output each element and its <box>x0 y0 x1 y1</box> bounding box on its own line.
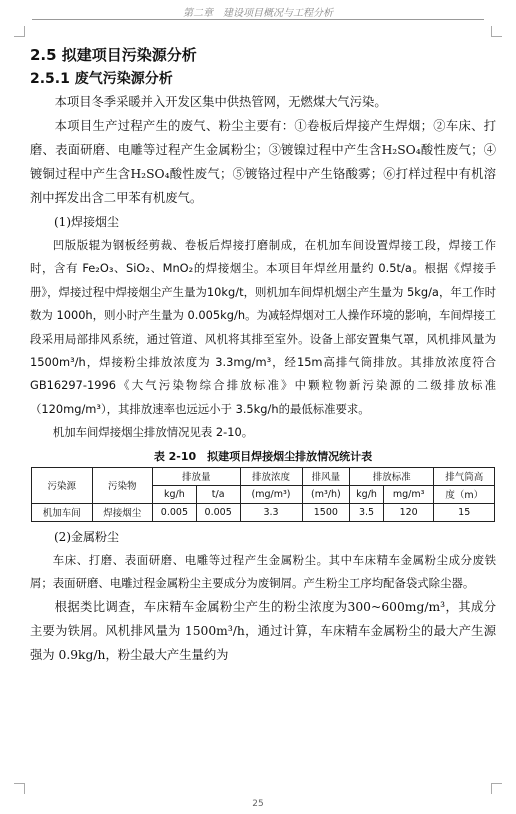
header-unit-std-kgh: kg/h <box>350 485 384 503</box>
corner-mark-bottom-right <box>491 783 502 794</box>
paragraph-heating: 本项目冬季采暖并入开发区集中供热管网，无燃煤大气污染。 <box>54 95 387 109</box>
header-unit-height: 度（m） <box>434 485 495 503</box>
cell-std-kgh: 3.5 <box>350 503 384 521</box>
corner-mark-bottom-left <box>14 783 25 794</box>
cell-height: 15 <box>434 503 495 521</box>
cell-ta: 0.005 <box>196 503 240 521</box>
chapter-header: 第二章 建设项目概况与工程分析 <box>183 8 333 19</box>
table-row <box>32 503 495 521</box>
paragraph-table-reference: 机加车间焊接烟尘排放情况见表 2-10。 <box>52 425 254 440</box>
table-caption: 表 2-10 拟建项目焊接烟尘排放情况统计表 <box>153 449 373 463</box>
cell-source: 机加车间 <box>32 503 93 521</box>
header-pollutant: 污染物 <box>92 467 153 503</box>
cell-kgh: 0.005 <box>153 503 197 521</box>
corner-mark-top-left <box>14 26 25 37</box>
page-body <box>30 34 496 667</box>
header-source: 污染源 <box>32 467 93 503</box>
item-metal-dust-title: (2)金属粉尘 <box>54 529 119 544</box>
cell-concentration: 3.3 <box>240 503 302 521</box>
subsection-heading: 2.5.1 废气污染源分析 <box>30 71 173 87</box>
header-rule <box>32 19 484 20</box>
emission-table <box>31 467 495 522</box>
page-number: 25 <box>252 799 264 809</box>
header-exhaust-volume: 排风量 <box>302 467 350 485</box>
paragraph-pollutant-list: 本项目生产过程产生的废气、粉尘主要有：①卷板后焊接产生焊烟；②车床、打磨、表面研磨、电雕等过程产生金属粉尘；③镀镍过程中产生含H₂SO₄酸性废气；④镀铜过程中产生含H₂SO₄酸性废气；⑤镀铬过程中产生铬酸雾；⑥打样过程中有机溶剂中挥发出含二甲苯有机废气。 <box>30 119 496 205</box>
header-stack-height: 排气筒高 <box>434 467 495 485</box>
cell-std-mgm3: 120 <box>383 503 434 521</box>
header-concentration: 排放浓度 <box>240 467 302 485</box>
header-unit-kgh: kg/h <box>153 485 197 503</box>
header-unit-mgm3: (mg/m³) <box>240 485 302 503</box>
header-emission-amount: 排放量 <box>153 467 241 485</box>
section-heading: 2.5 拟建项目污染源分析 <box>30 46 197 64</box>
cell-pollutant: 焊接烟尘 <box>92 503 153 521</box>
item-welding-fume-title: (1)焊接烟尘 <box>54 215 119 229</box>
header-unit-std-mgm3: mg/m³ <box>383 485 434 503</box>
cell-exhaust: 1500 <box>302 503 350 521</box>
paragraph-dust-survey: 根据类比调查，车床精车金属粉尘产生的粉尘浓度为300~600mg/m³，其成分主要为铁屑。风机排风量为 1500m³/h，通过计算，车床精车金属粉尘的最大产生源强为 0.9kg/h，粉尘最大产生量约为 <box>30 600 496 663</box>
paragraph-welding-fume: 凹版版辊为钢板经剪裁、卷板后焊接打磨制成，在机加车间设置焊接工段，焊接工作时，含有 Fe₂O₃、SiO₂、MnO₂的焊接烟尘。本项目年焊丝用量约 0.5t/a。根据《焊接手册》，焊接过程中焊接烟尘产生量为10kg/t，则机加车间焊机烟尘产生量为 5kg/a，年工作时数为 1000h，则小时产生量为 0.005kg/h。为减轻焊烟对工人操作环境的影响，车间焊接工段采用局部排风系统，通过管道、风机将其排至室外。设备上部安置集气罩，风机排风量为 1500m³/h，焊接粉尘排放浓度为 3.3mg/m³，经15m高排气筒排放。其排放浓度符合 GB16297-1996《大气污染物综合排放标准》中颗粒物新污染源的二级排放标准（120mg/m³），其排放速率也远远小于 3.5kg/h的最低标准要求。 <box>30 238 496 416</box>
header-standard: 排放标准 <box>350 467 434 485</box>
header-unit-ta: t/a <box>196 485 240 503</box>
paragraph-metal-dust: 车床、打磨、表面研磨、电雕等过程产生金属粉尘。其中车床精车金属粉尘成分废铁屑；表面研磨、电雕过程金属粉尘主要成分为废铜屑。产生粉尘工序均配备袋式除尘器。 <box>30 552 496 591</box>
header-unit-m3h: (m³/h) <box>302 485 350 503</box>
